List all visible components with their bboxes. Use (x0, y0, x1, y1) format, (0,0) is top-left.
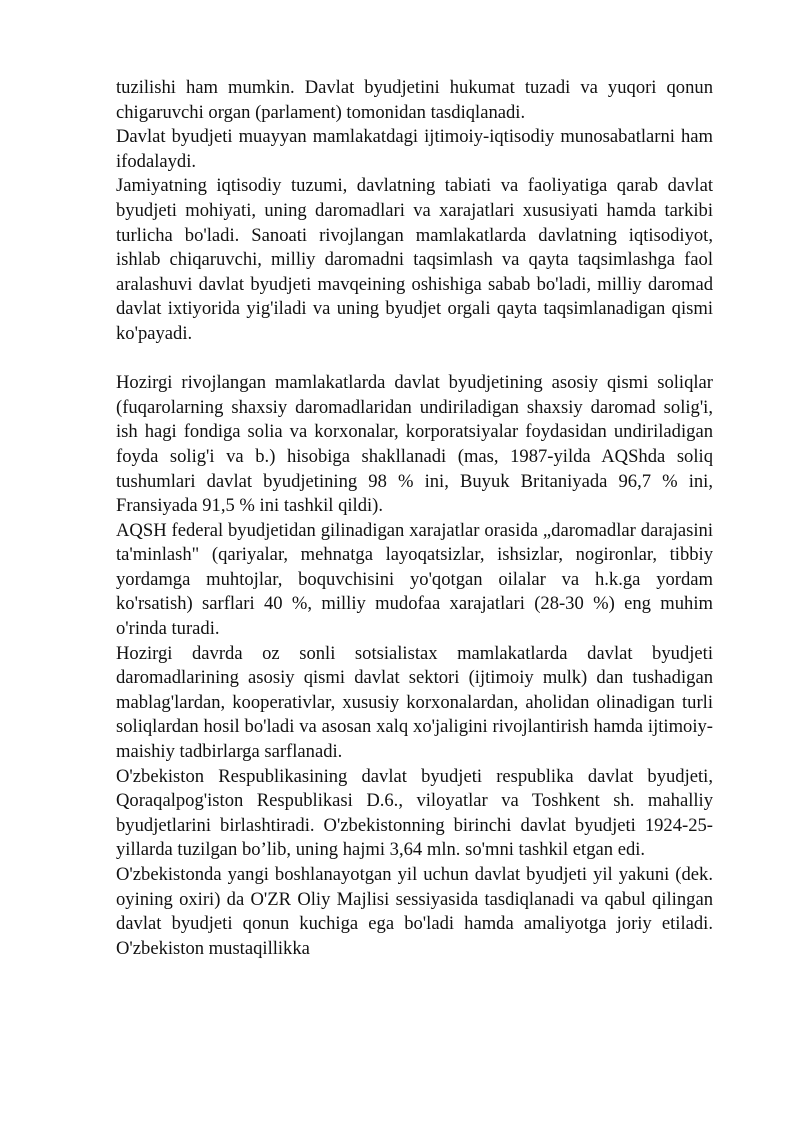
paragraph-uzbekistan-budget: O'zbekiston Respublikasining davlat byudjeti respublika davlat byudjeti, Qoraqalpog'iston Respublikasi D.6., viloyatlar va Toshkent sh. mahalliy byudjetlarini birlashtiradi. O'zbekistonning birinchi davlat byudjeti 1924-25-yillarda tuzilgan bo’lib, uning hajmi 3,64 mln. so'mni tashkil etgan edi. (116, 765, 713, 861)
paragraph-socialist-countries: Hozirgi davrda oz sonli sotsialistax mamlakatlarda davlat byudjeti daromadlarining asosiy qismi davlat sektori (ijtimoiy mulk) dan tushadigan mablag'lardan, kooperativlar, xususiy korxonalardan, aholidan olinadigan turli soliqlardan hosil bo'ladi va asosan xalq xo'jaligini rivojlantirish hamda ijtimoiy-maishiy tadbirlarga sarflanadi. (116, 642, 713, 763)
paragraph-economic-system: Jamiyatning iqtisodiy tuzumi, davlatning tabiati va faoliyatiga qarab davlat byudjeti mohiyati, uning daromadlari va xarajatlari xususiyati hamda tarkibi turlicha bo'ladi. Sanoati rivojlangan mamlakatlarda davlatning iqtisodiyot, ishlab chiqaruvchi, milliy daromadni taqsimlash va qayta taqsimlashga faol aralashuvi davlat byudjeti mavqeining oshishiga sabab bo'ladi, milliy daromad davlat ixtiyorida yig'iladi va uning byudjet orgali qayta taqsimlanadigan qismi ko'payadi. (116, 175, 713, 344)
paragraph-budget-structure: tuzilishi ham mumkin. Davlat byudjetini hukumat tuzadi va yuqori qonun chigaruvchi organ (parlament) tomonidan tasdiqlanadi. (116, 77, 713, 123)
paragraph-spacer (116, 347, 713, 372)
paragraph-socioeconomic-relations: Davlat byudjeti muayyan mamlakatdagi ijtimoiy-iqtisodiy munosabatlarni ham ifodalaydi. (116, 126, 713, 172)
paragraph-us-federal-expenditures: AQSH federal byudjetidan gilinadigan xarajatlar orasida „daromadlar darajasini ta'minlash" (qariyalar, mehnatga layoqatsizlar, ishsizlar, nogironlar, tibbiy yordamga muhtojlar, boquvchisini yo'qotgan oilalar va h.k.ga yordam ko'rsatish) sarflari 40 %, milliy mudofaa xarajatlari (28-30 %) eng muhim o'rinda turadi. (116, 519, 713, 640)
paragraph-tax-revenues: Hozirgi rivojlangan mamlakatlarda davlat byudjetining asosiy qismi soliqlar (fuqarolarning shaxsiy daromadlaridan undiriladigan shaxsiy daromad solig'i, ish hagi fondiga solia va korxonalar, korporatsiyalar foydasidan undiriladigan foyda solig'i va b.) hisobiga shakllanadi (mas, 1987-yilda AQShda soliq tushumlari davlat byudjetining 98 % ini, Buyuk Britaniyada 96,7 % ini, Fransiyada 91,5 % ini tashkil qildi). (116, 372, 713, 517)
paragraph-budget-approval: O'zbekistonda yangi boshlanayotgan yil uchun davlat byudjeti yil yakuni (dek. oyining oxiri) da O'ZR Oliy Majlisi sessiyasida tasdiqlanadi va qabul qilingan davlat byudjeti qonun kuchiga ega bo'ladi hamda amaliyotga joriy etiladi. O'zbekiston mustaqillikka (116, 864, 713, 959)
document-page (116, 76, 713, 961)
